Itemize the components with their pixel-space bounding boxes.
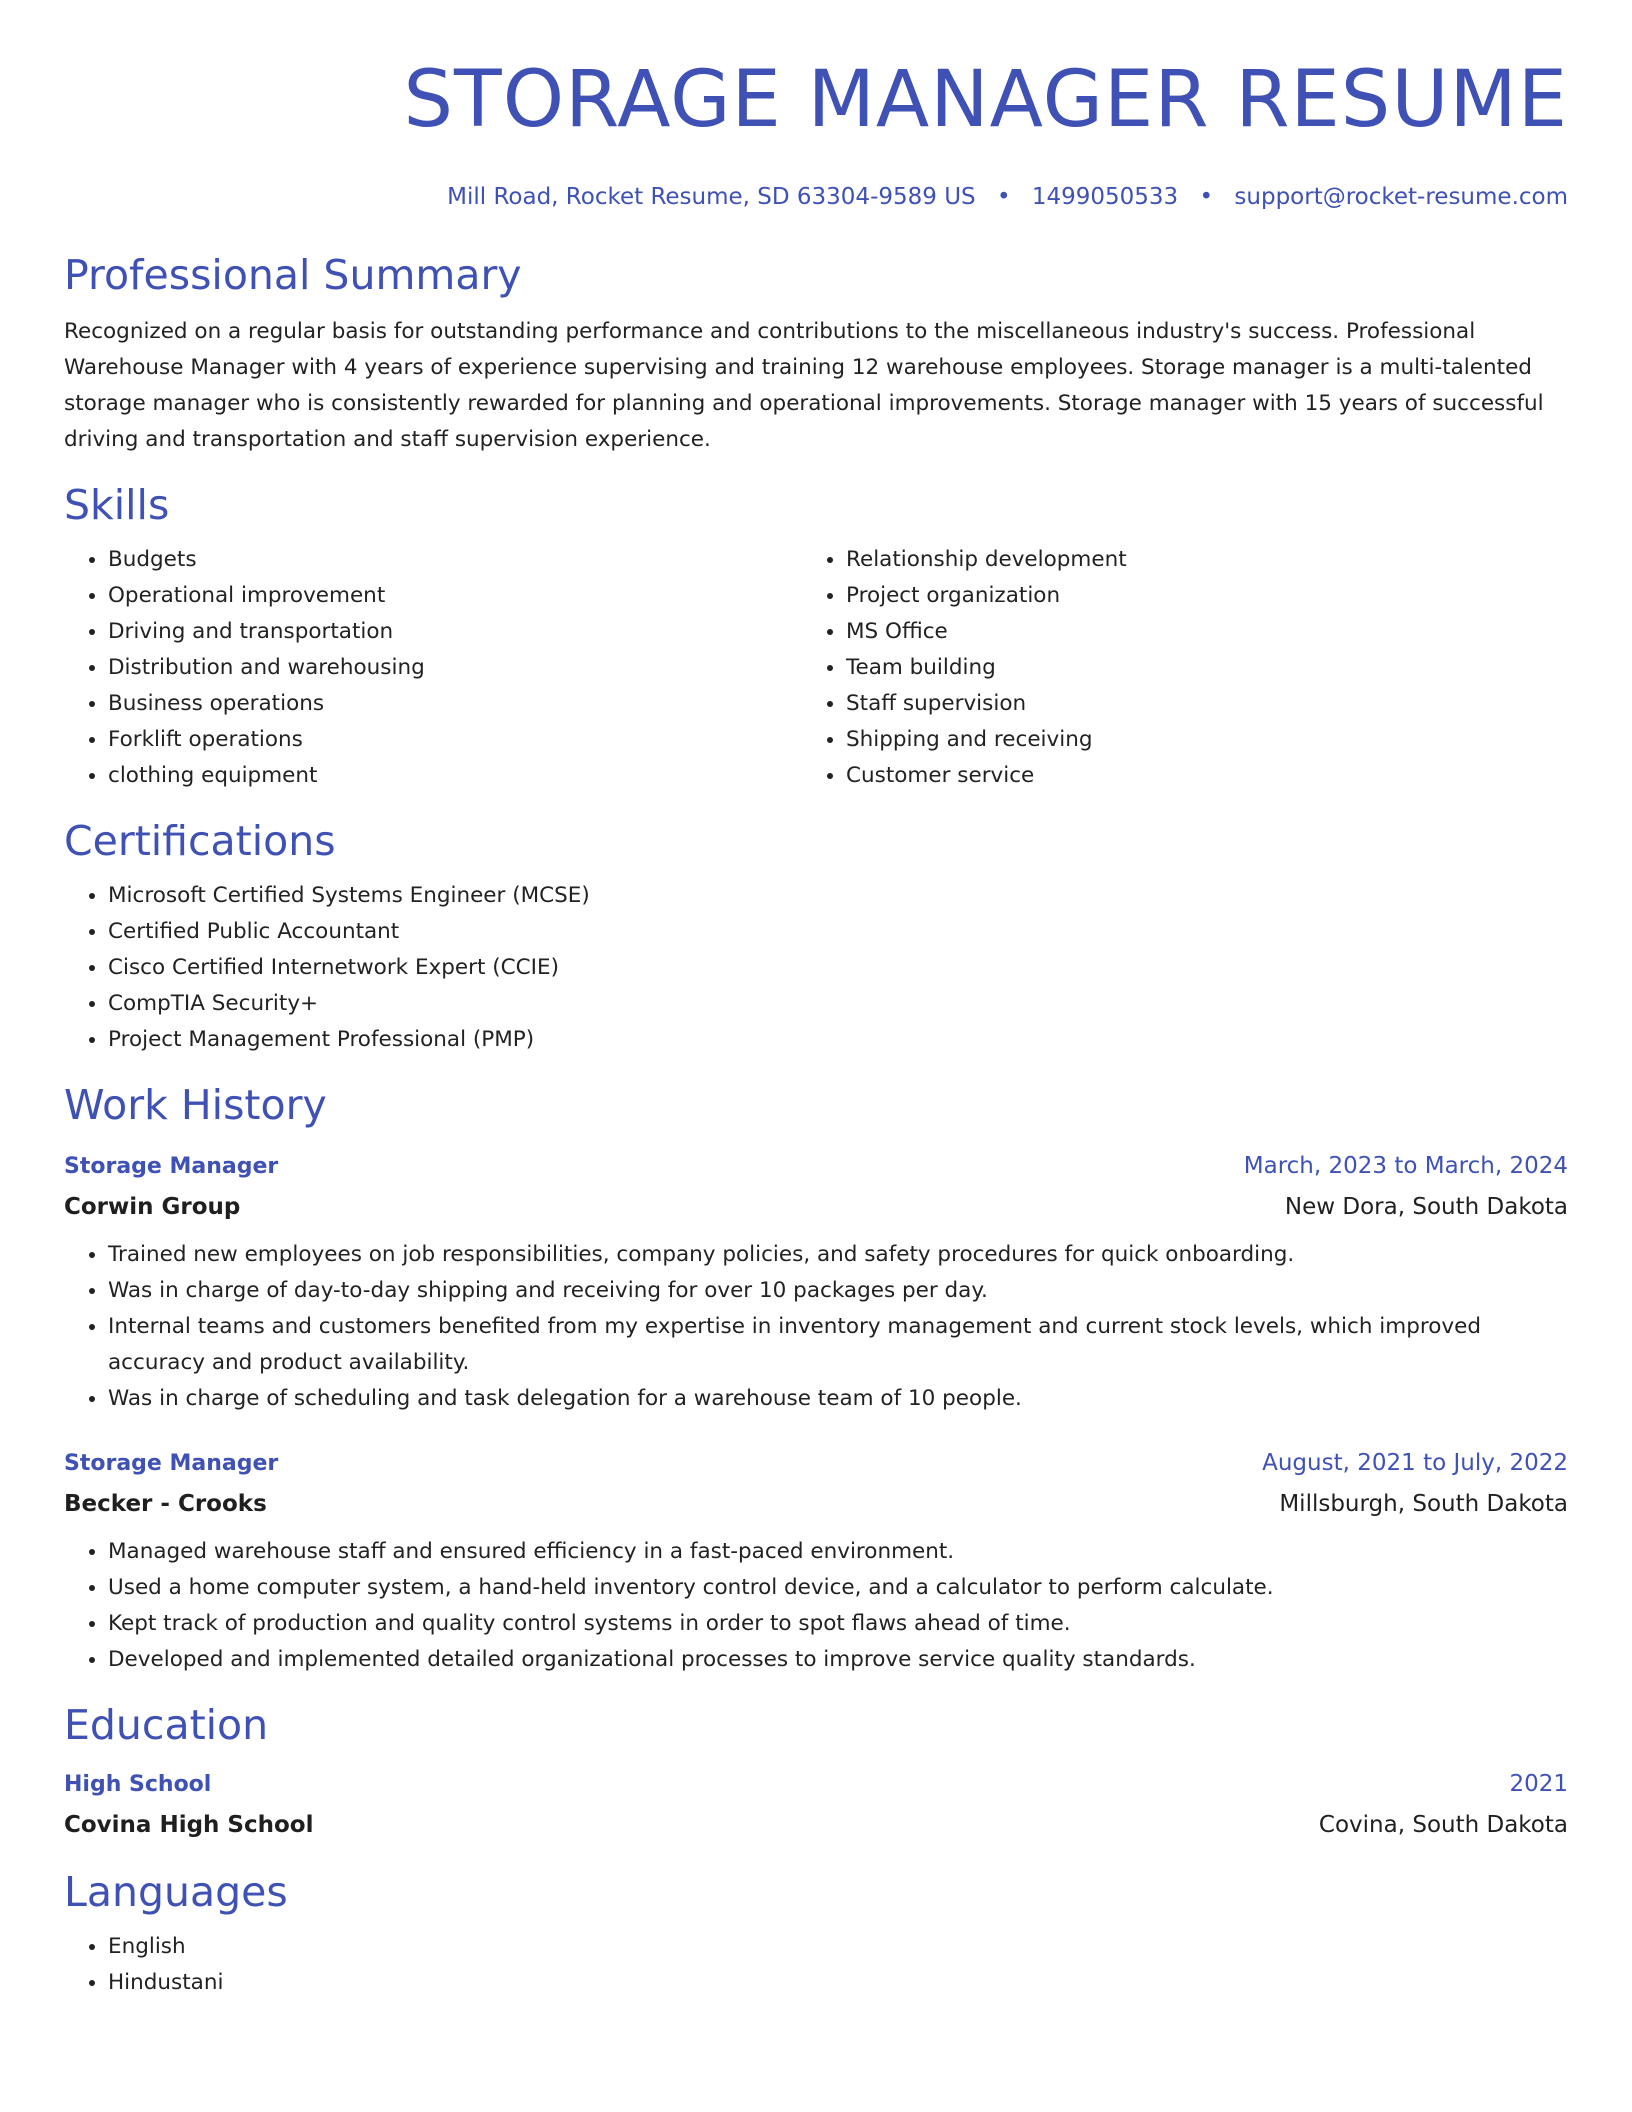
certifications-heading: Certifications — [64, 817, 336, 865]
job-bullet: • Was in charge of day-to-day shipping and receiving for over 10 packages per day. — [108, 1273, 1568, 1309]
language-item: • English — [108, 1929, 1568, 1965]
education-degree: High School — [64, 1772, 212, 1797]
summary-text: Recognized on a regular basis for outstanding performance and contributions to the miscellaneous industry's success. Professional Warehouse Manager with 4 years of experience supervising and training 12 warehouse employees. Storage manager is a multi-talented storage manager who is consistently rewarded for planning and operational improvements. Storage manager with 15 years of successful driving and transportation and staff supervision experience. — [64, 319, 1544, 452]
education-section — [64, 1700, 1568, 1845]
skills-grid — [64, 530, 1568, 794]
education-degree-row — [64, 1764, 1568, 1805]
contact-email: support@rocket-resume.com — [1234, 184, 1568, 210]
job-bullets — [64, 1237, 1568, 1417]
certification-item: • Cisco Certified Internetwork Expert (CCIE) — [108, 950, 1568, 986]
job-title-row — [64, 1146, 1568, 1187]
education-entry — [64, 1764, 1568, 1845]
skill-item: • clothing equipment — [108, 758, 802, 794]
certifications-section — [64, 816, 1568, 1058]
job-company-row — [64, 1484, 1568, 1524]
skills-heading: Skills — [64, 481, 170, 529]
certification-item: • Project Management Professional (PMP) — [108, 1022, 1568, 1058]
education-school: Covina High School — [64, 1812, 314, 1838]
job-bullet: • Developed and implemented detailed organizational processes to improve service quality standards. — [108, 1642, 1568, 1678]
job-bullet: • Was in charge of scheduling and task delegation for a warehouse team of 10 people. — [108, 1381, 1568, 1417]
job-dates: August, 2021 to July, 2022 — [1262, 1450, 1568, 1476]
work-history-heading: Work History — [64, 1081, 327, 1129]
education-location: Covina, South Dakota — [1318, 1812, 1568, 1838]
work-history-section — [64, 1080, 1568, 1678]
skill-item: • Operational improvement — [108, 578, 802, 614]
resume-header — [64, 48, 1568, 212]
education-school-row — [64, 1805, 1568, 1845]
job-dates: March, 2023 to March, 2024 — [1243, 1153, 1568, 1179]
certification-item: • Microsoft Certified Systems Engineer (MCSE) — [108, 878, 1568, 914]
languages-section — [64, 1867, 1568, 2001]
skill-item: • Project organization — [846, 578, 1568, 614]
resume-title: STORAGE MANAGER RESUME — [403, 55, 1568, 145]
summary-heading: Professional Summary — [64, 251, 522, 299]
job-location: Millsburgh, South Dakota — [1279, 1491, 1568, 1517]
job-bullet: • Internal teams and customers benefited from my expertise in inventory management and current stock levels, which improved accuracy and product availability. — [108, 1309, 1568, 1381]
summary-section — [64, 250, 1568, 458]
contact-phone: 1499050533 — [1031, 184, 1179, 210]
contact-address: Mill Road, Rocket Resume, SD 63304-9589 US — [447, 184, 976, 210]
contact-separator: • — [996, 184, 1011, 210]
education-year: 2021 — [1509, 1771, 1568, 1797]
job-entry — [64, 1146, 1568, 1417]
job-bullet: • Used a home computer system, a hand-held inventory control device, and a calculator to perform calculate. — [108, 1570, 1568, 1606]
job-bullet: • Kept track of production and quality control systems in order to spot flaws ahead of time. — [108, 1606, 1568, 1642]
skill-item: • Distribution and warehousing — [108, 650, 802, 686]
job-company-row — [64, 1187, 1568, 1227]
skill-item: • Business operations — [108, 686, 802, 722]
skill-item: • Relationship development — [846, 542, 1568, 578]
skill-item: • Staff supervision — [846, 686, 1568, 722]
job-company: Corwin Group — [64, 1194, 241, 1220]
skills-section — [64, 480, 1568, 794]
certification-item: • Certified Public Accountant — [108, 914, 1568, 950]
job-bullets — [64, 1534, 1568, 1678]
skill-item: • Team building — [846, 650, 1568, 686]
job-entry — [64, 1443, 1568, 1678]
skill-item: • Shipping and receiving — [846, 722, 1568, 758]
certifications-list — [64, 878, 1568, 1058]
skills-list-right — [802, 542, 1568, 794]
skills-list-left — [64, 542, 802, 794]
languages-heading: Languages — [64, 1868, 288, 1916]
job-title: Storage Manager — [64, 1451, 279, 1476]
language-item: • Hindustani — [108, 1965, 1568, 2001]
job-bullet: • Managed warehouse staff and ensured efficiency in a fast-paced environment. — [108, 1534, 1568, 1570]
skill-item: • Customer service — [846, 758, 1568, 794]
contact-line — [64, 182, 1568, 212]
job-title-row — [64, 1443, 1568, 1484]
languages-list — [64, 1929, 1568, 2001]
skill-item: • Budgets — [108, 542, 802, 578]
education-heading: Education — [64, 1701, 269, 1749]
job-bullet: • Trained new employees on job responsibilities, company policies, and safety procedures for quick onboarding. — [108, 1237, 1568, 1273]
certification-item: • CompTIA Security+ — [108, 986, 1568, 1022]
job-title: Storage Manager — [64, 1154, 279, 1179]
skill-item: • Driving and transportation — [108, 614, 802, 650]
job-company: Becker - Crooks — [64, 1491, 267, 1517]
job-location: New Dora, South Dakota — [1284, 1194, 1568, 1220]
contact-separator: • — [1199, 184, 1214, 210]
skill-item: • MS Office — [846, 614, 1568, 650]
skill-item: • Forklift operations — [108, 722, 802, 758]
